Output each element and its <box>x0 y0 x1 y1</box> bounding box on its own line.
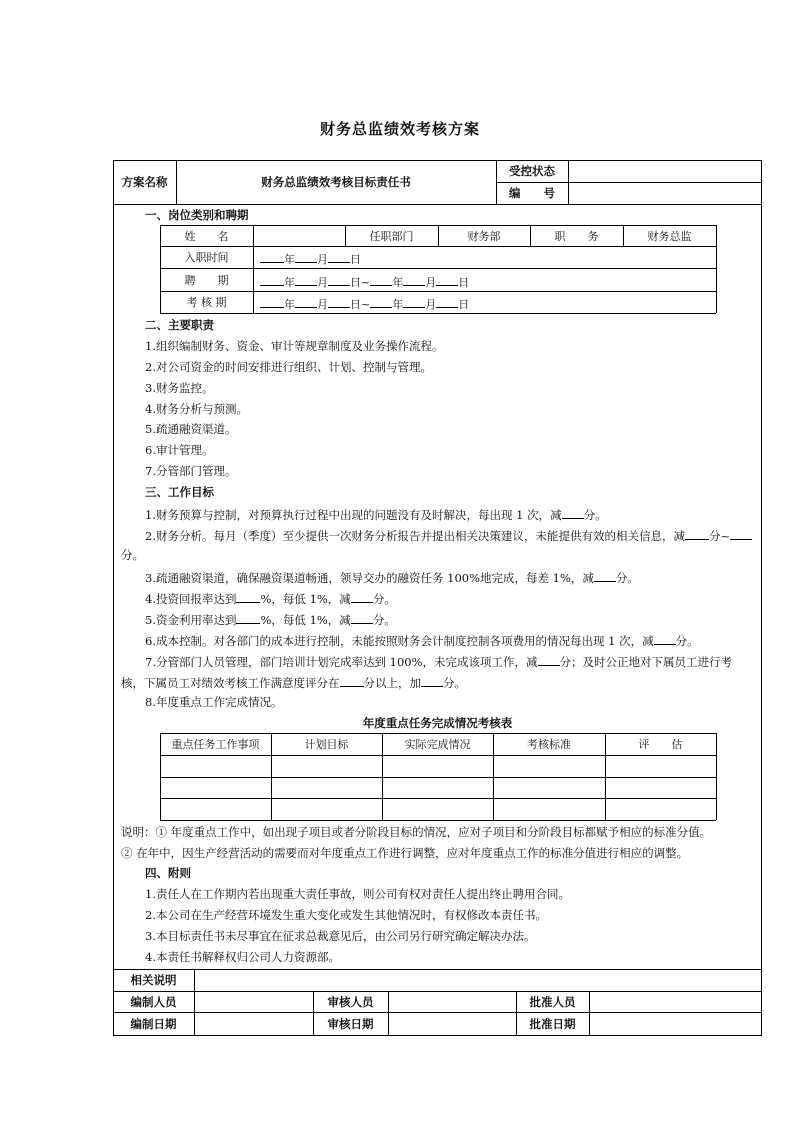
control-state-field[interactable] <box>568 160 762 182</box>
related-notes-label: 相关说明 <box>130 973 177 987</box>
key-table-header: 实际完成情况 <box>404 738 471 751</box>
review-date-field[interactable] <box>388 1012 516 1036</box>
dept-label: 任职部门 <box>369 229 414 243</box>
duty-item: 4.财务分析与预测。 <box>145 402 248 416</box>
appendix-item: 1.责任人在工作期内若出现重大责任事故，则公司有权对责任人提出终止聘用合同。 <box>145 887 570 901</box>
goal-item-4: 4.投资回报率达到 %，每低 1%，减 分。 <box>145 592 396 606</box>
compile-date-label: 编制日期 <box>130 1017 177 1031</box>
assess-period-label: 考 核 期 <box>186 296 227 309</box>
goal-item-1: 1.财务预算与控制，对预算执行过程中出现的问题没有及时解决，每出现 1 次，减 分。 <box>145 508 607 522</box>
goal-item-7: 7.分管部门人员管理，部门培训计划完成率达到 100%，未完成该项工作，减 分；及时公正地对下属员工进行考 <box>145 655 733 669</box>
scheme-name-label: 方案名称 <box>121 175 168 189</box>
approver-label: 批准人员 <box>529 994 576 1009</box>
position-label: 职 务 <box>554 229 599 243</box>
hire-period-field[interactable]: 年 月 日~ 年 月 日 <box>260 273 469 290</box>
number-label: 编 号 <box>509 186 555 200</box>
duty-item: 6.审计管理。 <box>145 443 214 457</box>
scheme-name-value: 财务总监绩效考核目标责任书 <box>261 175 411 189</box>
number-field[interactable] <box>568 182 762 204</box>
key-table-header: 重点任务工作事项 <box>171 738 260 751</box>
assess-period-field[interactable]: 年 月 日~ 年 月 日 <box>260 295 469 312</box>
dept-value: 财务部 <box>467 229 501 243</box>
approve-date-label: 批准日期 <box>529 1017 576 1031</box>
goal-item-6: 6.成本控制。对各部门的成本进行控制，未能按照财务会计制度控制各项费用的情况每出现 1 次，减 分。 <box>145 634 699 648</box>
control-state-label: 受控状态 <box>509 164 555 178</box>
duty-item: 2.对公司资金的时间安排进行组织、计划、控制与管理。 <box>145 360 432 374</box>
name-label: 姓 名 <box>184 229 229 243</box>
compiler-label: 编制人员 <box>130 994 177 1009</box>
goal-item-2: 2.财务分析。每月（季度）至少提供一次财务分析报告并提出相关决策建议，未能提供有效的相关信息，减 分~ <box>145 527 752 543</box>
approve-date-field[interactable] <box>589 1012 762 1036</box>
duty-item: 3.财务监控。 <box>145 381 214 395</box>
goal-item-7-cont: 核，下属员工对绩效考核工作满意度评分在 分以上，加 分。 <box>121 676 466 690</box>
entry-date-field[interactable]: 年 月 日 <box>260 250 361 267</box>
key-table-header: 考核标准 <box>527 738 571 751</box>
duty-item: 5.疏通融资渠道。 <box>145 422 237 436</box>
goal-item-2-cont: 分。 <box>121 548 144 562</box>
key-task-table-title: 年度重点任务完成情况考核表 <box>362 716 513 730</box>
compile-date-field[interactable] <box>194 1012 313 1036</box>
reviewer-field[interactable] <box>388 991 516 1012</box>
position-value: 财务总监 <box>647 229 692 243</box>
review-date-label: 审核日期 <box>327 1017 374 1031</box>
goal-item-8: 8.年度重点工作完成情况。 <box>145 695 283 709</box>
section2-heading: 二、主要职责 <box>145 318 214 332</box>
duty-item: 1.组织编制财务、资金、审计等规章制度及业务操作流程。 <box>145 339 444 353</box>
name-field[interactable] <box>253 225 345 246</box>
section3-heading: 三、工作目标 <box>145 485 214 499</box>
appendix-item: 2.本公司在生产经营环境发生重大变化或发生其他情况时，有权修改本责任书。 <box>145 908 547 922</box>
appendix-item: 4.本责任书解释权归公司人力资源部。 <box>145 950 340 964</box>
section1-heading: 一、岗位类别和聘期 <box>145 208 249 222</box>
note-1: 说明：① 年度重点工作中，如出现子项目或者分阶段目标的情况，应对子项目和分阶段目标都赋予相应的标准分值。 <box>121 825 712 839</box>
goal-item-3: 3.疏通融资渠道，确保融资渠道畅通，领导交办的融资任务 100%地完成，每差 1%，减 分。 <box>145 571 639 585</box>
key-table-header: 评 估 <box>638 738 683 751</box>
approver-field[interactable] <box>589 991 762 1012</box>
goal-item-5: 5.资金利用率达到 %，每低 1%，减 分。 <box>145 613 396 627</box>
section4-heading: 四、附则 <box>145 866 191 880</box>
duty-item: 7.分管部门管理。 <box>145 464 237 478</box>
compiler-field[interactable] <box>194 991 313 1012</box>
related-notes-field[interactable] <box>194 969 762 991</box>
key-table-header: 计划目标 <box>304 738 349 751</box>
document-title: 财务总监绩效考核方案 <box>319 120 480 138</box>
hire-period-label: 聘 期 <box>184 273 229 287</box>
appendix-item: 3.本目标责任书未尽事宜在征求总裁意见后，由公司另行研究确定解决办法。 <box>145 929 536 943</box>
entry-date-label: 入职时间 <box>184 251 229 264</box>
note-2: ② 在年中，因生产经营活动的需要而对年度重点工作进行调整，应对年度重点工作的标准分值进行相应的调整。 <box>121 846 689 860</box>
reviewer-label: 审核人员 <box>327 994 374 1009</box>
